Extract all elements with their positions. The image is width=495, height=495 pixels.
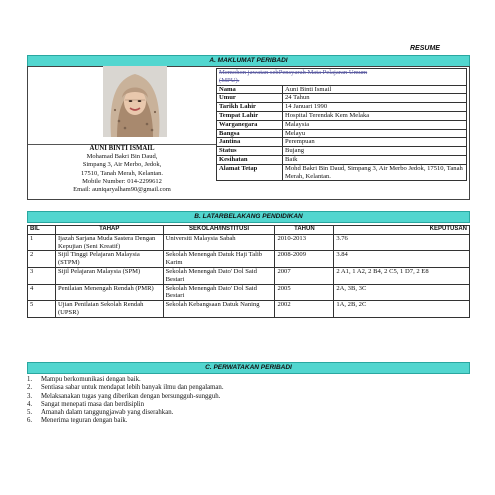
cell-sekolah: Sekolah Menengah Dato' Dol Said Bestari <box>163 284 275 301</box>
trait-number: 6. <box>27 417 33 425</box>
personal-value: Baik <box>283 155 467 164</box>
resume-label: RESUME <box>410 45 440 52</box>
cell-tahun: 2010-2013 <box>275 234 334 251</box>
list-item <box>27 384 468 392</box>
list-item <box>27 417 468 425</box>
trait-text: Amanah dalam tanggungjawab yang diserahkan. <box>41 409 174 417</box>
trait-text: Mampu berkomunikasi dengan baik. <box>41 376 141 383</box>
personal-key: Status <box>217 147 283 156</box>
cell-bil: 3 <box>28 267 56 284</box>
personal-key: Warganegara <box>217 120 283 129</box>
personal-key: Tarikh Lahir <box>217 103 283 112</box>
cell-keputusan: 2 A1, 1 A2, 2 B4, 2 C5, 1 D7, 2 E8 <box>334 267 470 284</box>
list-item <box>27 409 468 417</box>
cell-keputusan: 1A, 2B, 2C <box>334 301 470 318</box>
cell-bil: 1 <box>28 234 56 251</box>
trait-text: Melaksanakan tugas yang diberikan dengan bersungguh-sungguh. <box>41 392 221 400</box>
list-item <box>27 376 468 384</box>
cell-sekolah: Universiti Malaysia Sabah <box>163 234 275 251</box>
personal-info-table <box>216 68 467 181</box>
trait-number: 4. <box>27 400 33 408</box>
personal-row <box>217 138 467 147</box>
col-header-keputusan: KEPUTUSAN <box>334 226 470 235</box>
section-b-header: B. LATARBELAKANG PENDIDIKAN <box>27 211 470 223</box>
personal-value: Hospital Terendak Kem Melaka <box>283 111 467 120</box>
personal-key: Nama <box>217 85 283 94</box>
cell-tahun: 2008-2009 <box>275 251 334 268</box>
list-item <box>27 393 468 401</box>
profile-line: 17510, Tanah Merah, Kelantan. <box>80 169 164 177</box>
personal-key: Alamat Tetap <box>217 164 283 181</box>
personal-row <box>217 111 467 120</box>
cell-tahap: Sijil Pelajaran Malaysia (SPM) <box>55 267 163 284</box>
application-cell <box>217 69 467 86</box>
personal-value: Mohd Bakri Bin Daud, Simpang 3, Air Merbo Jedok, 17510, Tanah Merah, Kelantan. <box>283 164 467 181</box>
personal-row <box>217 94 467 103</box>
application-line: (MPU). <box>219 76 240 84</box>
personal-key: Bangsa <box>217 129 283 138</box>
education-table <box>27 225 470 318</box>
personal-row <box>217 147 467 156</box>
profile-mobile: Mobile Number: 014-2299612 <box>82 177 162 185</box>
cell-tahap: Ujian Penilaian Sekolah Rendah (UPSR) <box>55 301 163 318</box>
personal-row <box>217 164 467 181</box>
profile-line: Mohamad Bakri Bin Daud, <box>86 153 158 161</box>
personal-row <box>217 103 467 112</box>
table-row <box>28 301 470 318</box>
personal-row <box>217 129 467 138</box>
cell-keputusan: 3.76 <box>334 234 470 251</box>
personal-row <box>217 155 467 164</box>
table-row <box>28 234 470 251</box>
cell-tahap: Ijazah Sarjana Muda Sastera Dengan Kepujian (Seni Kreatif) <box>55 234 163 251</box>
cell-bil: 4 <box>28 284 56 301</box>
personal-value: 14 Januari 1990 <box>283 103 467 112</box>
traits-list <box>27 376 468 426</box>
list-item <box>27 401 468 409</box>
personal-row <box>217 120 467 129</box>
section-a-header: A. MAKLUMAT PERIBADI <box>27 55 470 67</box>
trait-number: 3. <box>27 392 33 400</box>
education-header-row <box>28 226 470 235</box>
col-header-tahap: TAHAP <box>55 226 163 235</box>
col-header-sekolah: SEKOLAH/INSTITUSI <box>163 226 275 235</box>
cell-sekolah: Sekolah Menengah Datuk Haji Talib Karim <box>163 251 275 268</box>
profile-photo <box>103 66 167 137</box>
trait-number: 2. <box>27 384 33 392</box>
section-c-header: C. PERWATAKAN PERIBADI <box>27 362 470 374</box>
col-header-bil: BIL <box>28 226 56 235</box>
trait-text: Menerima teguran dengan baik. <box>41 417 128 425</box>
cell-keputusan: 2A, 3B, 3C <box>334 284 470 301</box>
personal-value: Malaysia <box>283 120 467 129</box>
personal-key: Tempat Lahir <box>217 111 283 120</box>
personal-value: Auni Binti Ismail <box>283 85 467 94</box>
portrait-image <box>103 66 167 137</box>
application-row <box>217 69 467 86</box>
profile-email: Email: auniqaryalham90@gmail.com <box>73 186 171 194</box>
cell-bil: 5 <box>28 301 56 318</box>
personal-value: Melayu <box>283 129 467 138</box>
cell-tahun: 2005 <box>275 284 334 301</box>
profile-name: AUNI BINTI ISMAIL <box>89 145 155 152</box>
personal-row <box>217 85 467 94</box>
table-row <box>28 267 470 284</box>
trait-number: 5. <box>27 409 33 417</box>
trait-text: Sentiasa sabar untuk mendapat lebih banyak ilmu dan pengalaman. <box>41 384 224 392</box>
cell-sekolah: Sekolah Kebangsaan Datuk Naning <box>163 301 275 318</box>
personal-key: Umur <box>217 94 283 103</box>
col-header-tahun: TAHUN <box>275 226 334 235</box>
cell-sekolah: Sekolah Menengah Dato' Dol Said Bestari <box>163 267 275 284</box>
personal-key: Kesihatan <box>217 155 283 164</box>
trait-number: 1. <box>27 376 33 383</box>
cell-tahap: Penilaian Menengah Rendah (PMR) <box>55 284 163 301</box>
personal-value: Bujang <box>283 147 467 156</box>
cell-tahap: Sijil Tinggi Pelajaran Malaysia (STPM) <box>55 251 163 268</box>
cell-keputusan: 3.84 <box>334 251 470 268</box>
personal-key: Jantina <box>217 138 283 147</box>
personal-value: Perempuan <box>283 138 467 147</box>
profile-line: Simpang 3, Air Merbo, Jedok, <box>82 161 162 169</box>
table-row <box>28 251 470 268</box>
cell-bil: 2 <box>28 251 56 268</box>
cell-tahun: 2007 <box>275 267 334 284</box>
table-row <box>28 284 470 301</box>
trait-text: Sangat menepati masa dan berdisiplin <box>41 400 145 408</box>
personal-value: 24 Tahun <box>283 94 467 103</box>
application-line: Memohon jawatan sebPensyarah Mata Pelajaran Umum <box>219 69 368 76</box>
profile-summary <box>28 144 216 195</box>
cell-tahun: 2002 <box>275 301 334 318</box>
